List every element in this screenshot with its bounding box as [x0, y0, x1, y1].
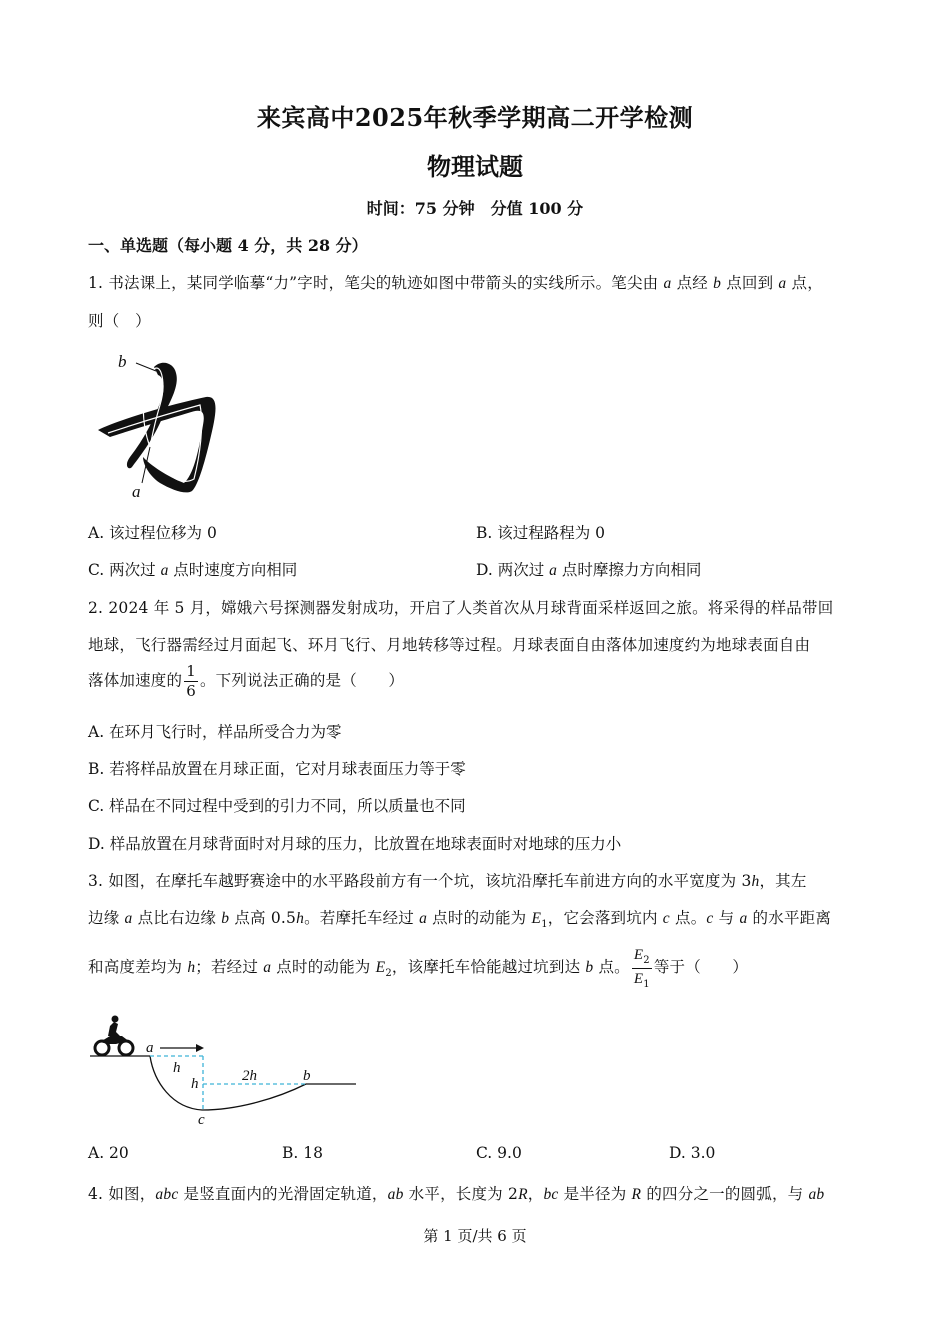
var: c	[662, 910, 670, 927]
text: ；若经过	[195, 958, 264, 976]
svg-text:b: b	[118, 352, 127, 371]
var: h	[751, 873, 760, 890]
var: h	[187, 959, 196, 976]
q3-option-b[interactable]: B. 18	[282, 1144, 323, 1162]
text: 点比右边缘	[132, 909, 222, 927]
var: a	[663, 275, 672, 292]
text: 点。	[593, 958, 630, 976]
var: ab	[387, 1186, 404, 1203]
var: h	[296, 910, 305, 927]
svg-text:c: c	[198, 1112, 205, 1127]
motorcycle-icon	[95, 1016, 133, 1056]
text: 。若摩托车经过	[304, 909, 420, 927]
section-heading: 一、单选题（每小题 4 分，共 28 分）	[88, 236, 368, 255]
numerator	[632, 945, 652, 969]
var: bc	[543, 1186, 559, 1203]
text: 点回到	[721, 274, 779, 292]
text: 是半径为	[558, 1185, 632, 1203]
var: R	[518, 1186, 528, 1203]
text: ，该摩托车恰能越过坑到达	[391, 958, 586, 976]
text: 点，	[786, 274, 823, 292]
var: E	[375, 959, 386, 976]
text: 落体加速度的	[88, 671, 183, 690]
fraction-one-sixth	[184, 662, 198, 701]
q4-stem-line1	[88, 1182, 824, 1204]
q2-option-a[interactable]: A. 在环月飞行时，样品所受合力为零	[88, 723, 342, 741]
svg-text:h: h	[191, 1076, 199, 1092]
svg-text:a: a	[132, 482, 141, 501]
svg-text:a: a	[146, 1040, 154, 1056]
text: 等于（ ）	[653, 958, 749, 976]
q2-stem-line1: 2. 2024 年 5 月，嫦娥六号探测器发射成功，开启了人类首次从月球背面采样返回之旅。将采得的样品带回	[88, 599, 834, 617]
text: ，其左	[759, 872, 807, 890]
denominator	[632, 969, 652, 992]
svg-text:h: h	[173, 1060, 181, 1076]
subscript: 1	[643, 978, 650, 990]
text: 。下列说法正确的是（ ）	[199, 671, 405, 690]
text: 点经	[671, 274, 714, 292]
var: a	[263, 959, 272, 976]
var: E	[633, 947, 644, 963]
fraction-e2-over-e1	[632, 945, 652, 991]
var: abc	[155, 1186, 179, 1203]
q3-option-c[interactable]: C. 9.0	[476, 1144, 522, 1162]
exam-meta: 时间：75 分钟 分值 100 分	[366, 199, 584, 218]
q1-figure-li-character	[88, 345, 228, 505]
q3-stem-line2	[88, 906, 831, 930]
text: 点时的动能为	[427, 909, 532, 927]
text: C. 两次过	[88, 561, 161, 579]
text: 点高 0.5	[229, 909, 297, 927]
q1-stem-line1	[88, 271, 823, 293]
var: a	[549, 562, 557, 579]
var: b	[585, 959, 594, 976]
text: 3. 如图，在摩托车越野赛途中的水平路段前方有一个坑，该坑沿摩托车前进方向的水平宽度为 3	[88, 872, 752, 890]
text: 与	[713, 909, 740, 927]
text: ，	[527, 1185, 544, 1203]
text: 1. 书法课上，某同学临摹“力”字时，笔尖的轨迹如图中带箭头的实线所示。笔尖由	[88, 274, 664, 292]
pit-diagram-icon	[88, 1012, 368, 1127]
denominator: 6	[186, 681, 196, 700]
var: a	[419, 910, 428, 927]
var: b	[221, 910, 230, 927]
svg-text:2h: 2h	[242, 1068, 257, 1084]
q3-stem-line3	[88, 945, 748, 991]
numerator: 1	[186, 662, 196, 680]
q1-option-c[interactable]	[88, 558, 297, 580]
text: 和高度差均为	[88, 958, 188, 976]
q3-stem-line1	[88, 869, 807, 891]
text: 4. 如图，	[88, 1185, 156, 1203]
var: E	[633, 970, 644, 987]
q3-option-a[interactable]: A. 20	[88, 1144, 129, 1162]
text: 边缘	[88, 909, 125, 927]
q2-stem-line2: 地球，飞行器需经过月面起飞、环月飞行、月地转移等过程。月球表面自由落体加速度约为地球表面自由	[88, 636, 811, 654]
q2-stem-line3	[88, 662, 404, 701]
text: ，它会落到坑内	[547, 909, 663, 927]
subscript: 1	[541, 919, 548, 931]
q2-option-d[interactable]: D. 样品放置在月球背面时对月球的压力，比放置在地球表面时对地球的压力小	[88, 835, 622, 853]
page-number: 第 1 页/共 6 页	[423, 1227, 527, 1245]
svg-text:b: b	[303, 1068, 311, 1084]
subscript: 2	[643, 955, 650, 966]
q1-option-d[interactable]	[476, 558, 701, 580]
q3-figure-pit	[88, 1012, 368, 1127]
q1-stem-line2: 则（ ）	[88, 312, 151, 330]
q2-option-b[interactable]: B. 若将样品放置在月球正面，它对月球表面压力等于零	[88, 760, 466, 778]
text: 的四分之一的圆弧，与	[641, 1185, 809, 1203]
text: 点时摩擦力方向相同	[556, 561, 702, 579]
var: a	[739, 910, 748, 927]
text: D. 两次过	[476, 561, 550, 579]
text: 水平，长度为 2	[403, 1185, 519, 1203]
calligraphy-trajectory-icon	[88, 345, 228, 505]
text: 点。	[669, 909, 707, 927]
text: 是竖直面内的光滑固定轨道，	[178, 1185, 388, 1203]
var: a	[778, 275, 787, 292]
subscript: 2	[385, 968, 392, 980]
var: a	[124, 910, 133, 927]
text: 点时速度方向相同	[168, 561, 298, 579]
exam-title: 来宾高中2025年秋季学期高二开学检测	[256, 103, 694, 132]
var: R	[631, 1186, 642, 1203]
var: E	[531, 910, 542, 927]
var: b	[713, 275, 722, 292]
subject-title: 物理试题	[427, 152, 523, 181]
var: a	[160, 562, 169, 579]
q2-option-c[interactable]: C. 样品在不同过程中受到的引力不同，所以质量也不同	[88, 797, 466, 815]
var: c	[706, 910, 714, 927]
text: 点时的动能为	[271, 958, 376, 976]
q1-option-a[interactable]: A. 该过程位移为 0	[88, 524, 217, 542]
q3-option-d[interactable]: D. 3.0	[669, 1144, 716, 1162]
q1-option-b[interactable]: B. 该过程路程为 0	[476, 524, 606, 542]
var: ab	[808, 1186, 825, 1203]
text: 的水平距离	[747, 909, 832, 927]
